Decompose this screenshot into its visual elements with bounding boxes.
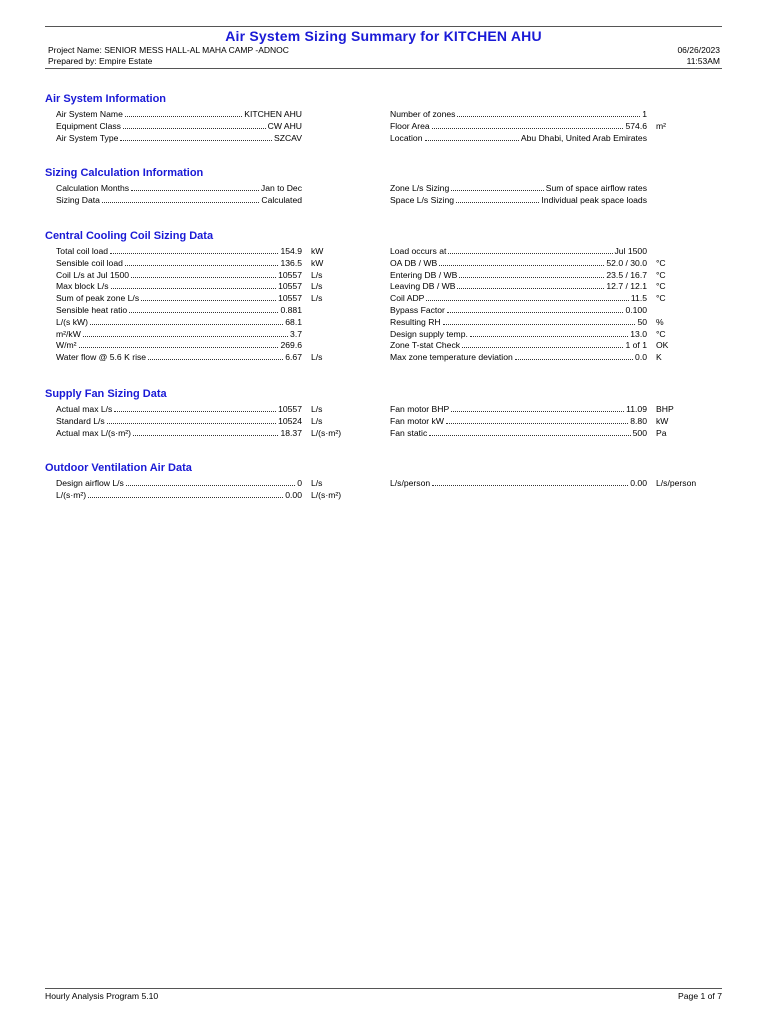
- report-title: Air System Sizing Summary for KITCHEN AHU: [225, 28, 542, 44]
- row-label: Number of zones: [390, 109, 456, 119]
- row-unit: °C: [656, 269, 666, 280]
- section-title: Central Cooling Coil Sizing Data: [45, 230, 214, 242]
- dot-leader: [457, 116, 640, 117]
- row-label: Floor Area: [390, 120, 430, 131]
- data-row: [56, 268, 302, 280]
- row-unit: L/s: [311, 415, 323, 426]
- row-value: 269.6: [280, 340, 302, 351]
- row-label: Coil ADP: [390, 293, 425, 304]
- dot-leader: [131, 277, 276, 278]
- row-label: W/m²: [56, 340, 77, 351]
- data-row: [56, 315, 302, 327]
- data-row: [390, 338, 647, 350]
- row-label: Sum of peak zone L/s: [56, 293, 140, 304]
- row-unit: °C: [656, 293, 666, 304]
- row-value: 11.09: [626, 404, 647, 414]
- row-unit: kW: [656, 415, 669, 426]
- row-label: Coil L/s at Jul 1500: [56, 269, 130, 280]
- row-label: m²/kW: [56, 328, 81, 339]
- data-row: [390, 244, 647, 256]
- row-unit: %: [656, 316, 664, 327]
- row-value: Jan to Dec: [260, 183, 302, 193]
- row-value: Individual peak space loads: [541, 194, 647, 205]
- data-row: [390, 414, 647, 426]
- dot-leader: [141, 300, 276, 301]
- row-value: 68.1: [285, 316, 302, 327]
- data-row: [390, 303, 647, 315]
- dot-leader: [107, 423, 276, 424]
- report-date: 06/26/2023: [677, 45, 720, 55]
- row-label: Leaving DB / WB: [390, 281, 456, 292]
- footer-program: Hourly Analysis Program 5.10: [45, 991, 159, 1001]
- report-header: [45, 26, 722, 69]
- row-unit: °C: [656, 328, 666, 339]
- row-label: Fan static: [390, 427, 428, 438]
- dot-leader: [114, 411, 276, 412]
- data-row: [56, 402, 302, 414]
- data-row: [56, 488, 302, 500]
- dot-leader: [83, 336, 288, 337]
- row-unit: OK: [656, 340, 669, 351]
- row-value: 154.9: [280, 246, 302, 256]
- data-row: [56, 119, 302, 131]
- row-value: 10557: [278, 293, 302, 304]
- data-row: [56, 131, 302, 143]
- data-row: [56, 426, 302, 438]
- row-value: 23.5 / 16.7: [606, 269, 647, 280]
- row-unit: °C: [656, 257, 666, 268]
- data-row: [56, 350, 302, 362]
- row-value: 52.0 / 30.0: [606, 257, 647, 268]
- data-row: [390, 181, 647, 193]
- data-row: [56, 338, 302, 350]
- row-label: Standard L/s: [56, 415, 105, 426]
- row-value: 8.80: [630, 415, 647, 426]
- row-value: 0.0: [635, 352, 647, 363]
- row-value: 0.00: [285, 489, 302, 500]
- row-label: L/(s kW): [56, 316, 88, 327]
- dot-leader: [131, 190, 259, 191]
- row-value: CW AHU: [267, 120, 302, 131]
- dot-leader: [432, 485, 628, 486]
- row-value: 50: [637, 316, 647, 327]
- dot-leader: [439, 265, 604, 266]
- prepared-by: Prepared by: Empire Estate: [48, 56, 153, 66]
- dot-leader: [79, 347, 279, 348]
- row-unit: L/s: [311, 281, 323, 292]
- section-title: Air System Information: [45, 93, 167, 105]
- dot-leader: [125, 265, 279, 266]
- row-value: 13.0: [630, 328, 647, 339]
- row-value: 574.6: [625, 120, 647, 131]
- row-label: Air System Type: [56, 132, 119, 143]
- row-value: 12.7 / 12.1: [606, 281, 647, 292]
- report-time: 11:53AM: [686, 56, 720, 66]
- data-row: [390, 193, 647, 205]
- dot-leader: [446, 423, 628, 424]
- row-value: KITCHEN AHU: [244, 109, 302, 119]
- data-row: [390, 426, 647, 438]
- row-label: OA DB / WB: [390, 257, 438, 268]
- section-title: Supply Fan Sizing Data: [45, 388, 167, 400]
- row-value: Sum of space airflow rates: [545, 183, 647, 193]
- row-label: Max block L/s: [56, 281, 109, 292]
- row-value: SZCAV: [273, 132, 302, 143]
- row-value: 1 of 1: [625, 340, 647, 351]
- data-row: [56, 256, 302, 268]
- row-unit: L/s: [311, 404, 323, 414]
- row-label: Location: [390, 132, 423, 143]
- row-unit: °C: [656, 281, 666, 292]
- data-row: [56, 107, 302, 119]
- dot-leader: [426, 300, 629, 301]
- row-label: Equipment Class: [56, 120, 121, 131]
- data-row: [56, 244, 302, 256]
- section-title: Outdoor Ventilation Air Data: [45, 462, 192, 474]
- row-label: Resulting RH: [390, 316, 441, 327]
- row-value: Calculated: [261, 194, 302, 205]
- data-row: [390, 402, 647, 414]
- dot-leader: [120, 140, 272, 141]
- row-label: Load occurs at: [390, 246, 447, 256]
- row-value: 10557: [278, 404, 302, 414]
- dot-leader: [515, 359, 633, 360]
- dot-leader: [133, 435, 279, 436]
- dot-leader: [126, 485, 295, 486]
- row-label: Calculation Months: [56, 183, 130, 193]
- row-label: Max zone temperature deviation: [390, 352, 513, 363]
- data-row: [390, 327, 647, 339]
- data-row: [56, 303, 302, 315]
- data-row: [390, 279, 647, 291]
- row-value: 0.00: [630, 478, 647, 488]
- row-label: Space L/s Sizing: [390, 194, 455, 205]
- row-unit: L/s/person: [656, 478, 697, 488]
- row-unit: kW: [311, 246, 324, 256]
- dot-leader: [456, 202, 539, 203]
- data-row: [56, 181, 302, 193]
- dot-leader: [448, 253, 612, 254]
- footer-divider: [45, 988, 722, 989]
- dot-leader: [459, 277, 604, 278]
- row-label: Sensible coil load: [56, 257, 123, 268]
- row-label: Zone L/s Sizing: [390, 183, 450, 193]
- data-row: [56, 476, 302, 488]
- row-value: 10557: [278, 281, 302, 292]
- row-value: 11.5: [630, 293, 647, 304]
- dot-leader: [111, 288, 277, 289]
- dot-leader: [432, 128, 624, 129]
- dot-leader: [129, 312, 278, 313]
- row-value: 6.67: [285, 352, 302, 363]
- row-value: 18.37: [280, 427, 302, 438]
- footer-page-number: Page 1 of 7: [678, 991, 722, 1001]
- section-title: Sizing Calculation Information: [45, 167, 204, 179]
- dot-leader: [110, 253, 278, 254]
- row-label: Water flow @ 5.6 K rise: [56, 352, 147, 363]
- data-row: [390, 291, 647, 303]
- row-value: Abu Dhabi, United Arab Emirates: [520, 132, 647, 143]
- row-label: Bypass Factor: [390, 305, 445, 315]
- row-value: 0.881: [280, 305, 302, 315]
- row-label: Actual max L/(s·m²): [56, 427, 131, 438]
- row-label: Design supply temp.: [390, 328, 468, 339]
- row-label: Fan motor BHP: [390, 404, 450, 414]
- dot-leader: [451, 190, 544, 191]
- data-row: [56, 291, 302, 303]
- data-row: [390, 131, 647, 143]
- data-row: [56, 327, 302, 339]
- row-label: Air System Name: [56, 109, 123, 119]
- row-label: L/(s·m²): [56, 489, 87, 500]
- row-label: Fan motor kW: [390, 415, 444, 426]
- dot-leader: [470, 336, 628, 337]
- data-row: [56, 414, 302, 426]
- row-unit: L/(s·m²): [311, 489, 342, 500]
- data-row: [56, 193, 302, 205]
- project-name: Project Name: SENIOR MESS HALL-AL MAHA CAMP -ADNOC: [48, 45, 289, 55]
- row-unit: L/s: [311, 352, 323, 363]
- row-unit: Pa: [656, 427, 667, 438]
- dot-leader: [88, 497, 283, 498]
- row-value: 136.5: [280, 257, 302, 268]
- row-label: L/s/person: [390, 478, 431, 488]
- dot-leader: [102, 202, 259, 203]
- row-label: Sizing Data: [56, 194, 100, 205]
- row-unit: L/s: [311, 269, 323, 280]
- row-unit: BHP: [656, 404, 674, 414]
- row-unit: m²: [656, 120, 667, 131]
- data-row: [390, 476, 647, 488]
- data-row: [390, 256, 647, 268]
- dot-leader: [125, 116, 242, 117]
- row-unit: L/(s·m²): [311, 427, 342, 438]
- dot-leader: [457, 288, 604, 289]
- dot-leader: [447, 312, 624, 313]
- dot-leader: [425, 140, 519, 141]
- row-value: Jul 1500: [614, 246, 647, 256]
- dot-leader: [451, 411, 624, 412]
- data-row: [390, 268, 647, 280]
- row-unit: L/s: [311, 293, 323, 304]
- row-label: Design airflow L/s: [56, 478, 124, 488]
- row-value: 1: [642, 109, 647, 119]
- row-value: 3.7: [290, 328, 302, 339]
- data-row: [390, 107, 647, 119]
- dot-leader: [443, 324, 636, 325]
- row-label: Entering DB / WB: [390, 269, 458, 280]
- dot-leader: [90, 324, 283, 325]
- data-row: [390, 119, 647, 131]
- data-row: [56, 279, 302, 291]
- data-row: [390, 350, 647, 362]
- row-value: 10557: [278, 269, 302, 280]
- row-value: 0.100: [625, 305, 647, 315]
- data-row: [390, 315, 647, 327]
- row-label: Total coil load: [56, 246, 109, 256]
- dot-leader: [429, 435, 630, 436]
- row-label: Zone T-stat Check: [390, 340, 461, 351]
- row-label: Sensible heat ratio: [56, 305, 128, 315]
- row-unit: kW: [311, 257, 324, 268]
- dot-leader: [148, 359, 283, 360]
- row-value: 500: [632, 427, 647, 438]
- row-value: 10524: [278, 415, 302, 426]
- dot-leader: [462, 347, 623, 348]
- row-value: 0: [297, 478, 302, 488]
- dot-leader: [123, 128, 266, 129]
- row-label: Actual max L/s: [56, 404, 113, 414]
- row-unit: K: [656, 352, 662, 363]
- row-unit: L/s: [311, 478, 323, 488]
